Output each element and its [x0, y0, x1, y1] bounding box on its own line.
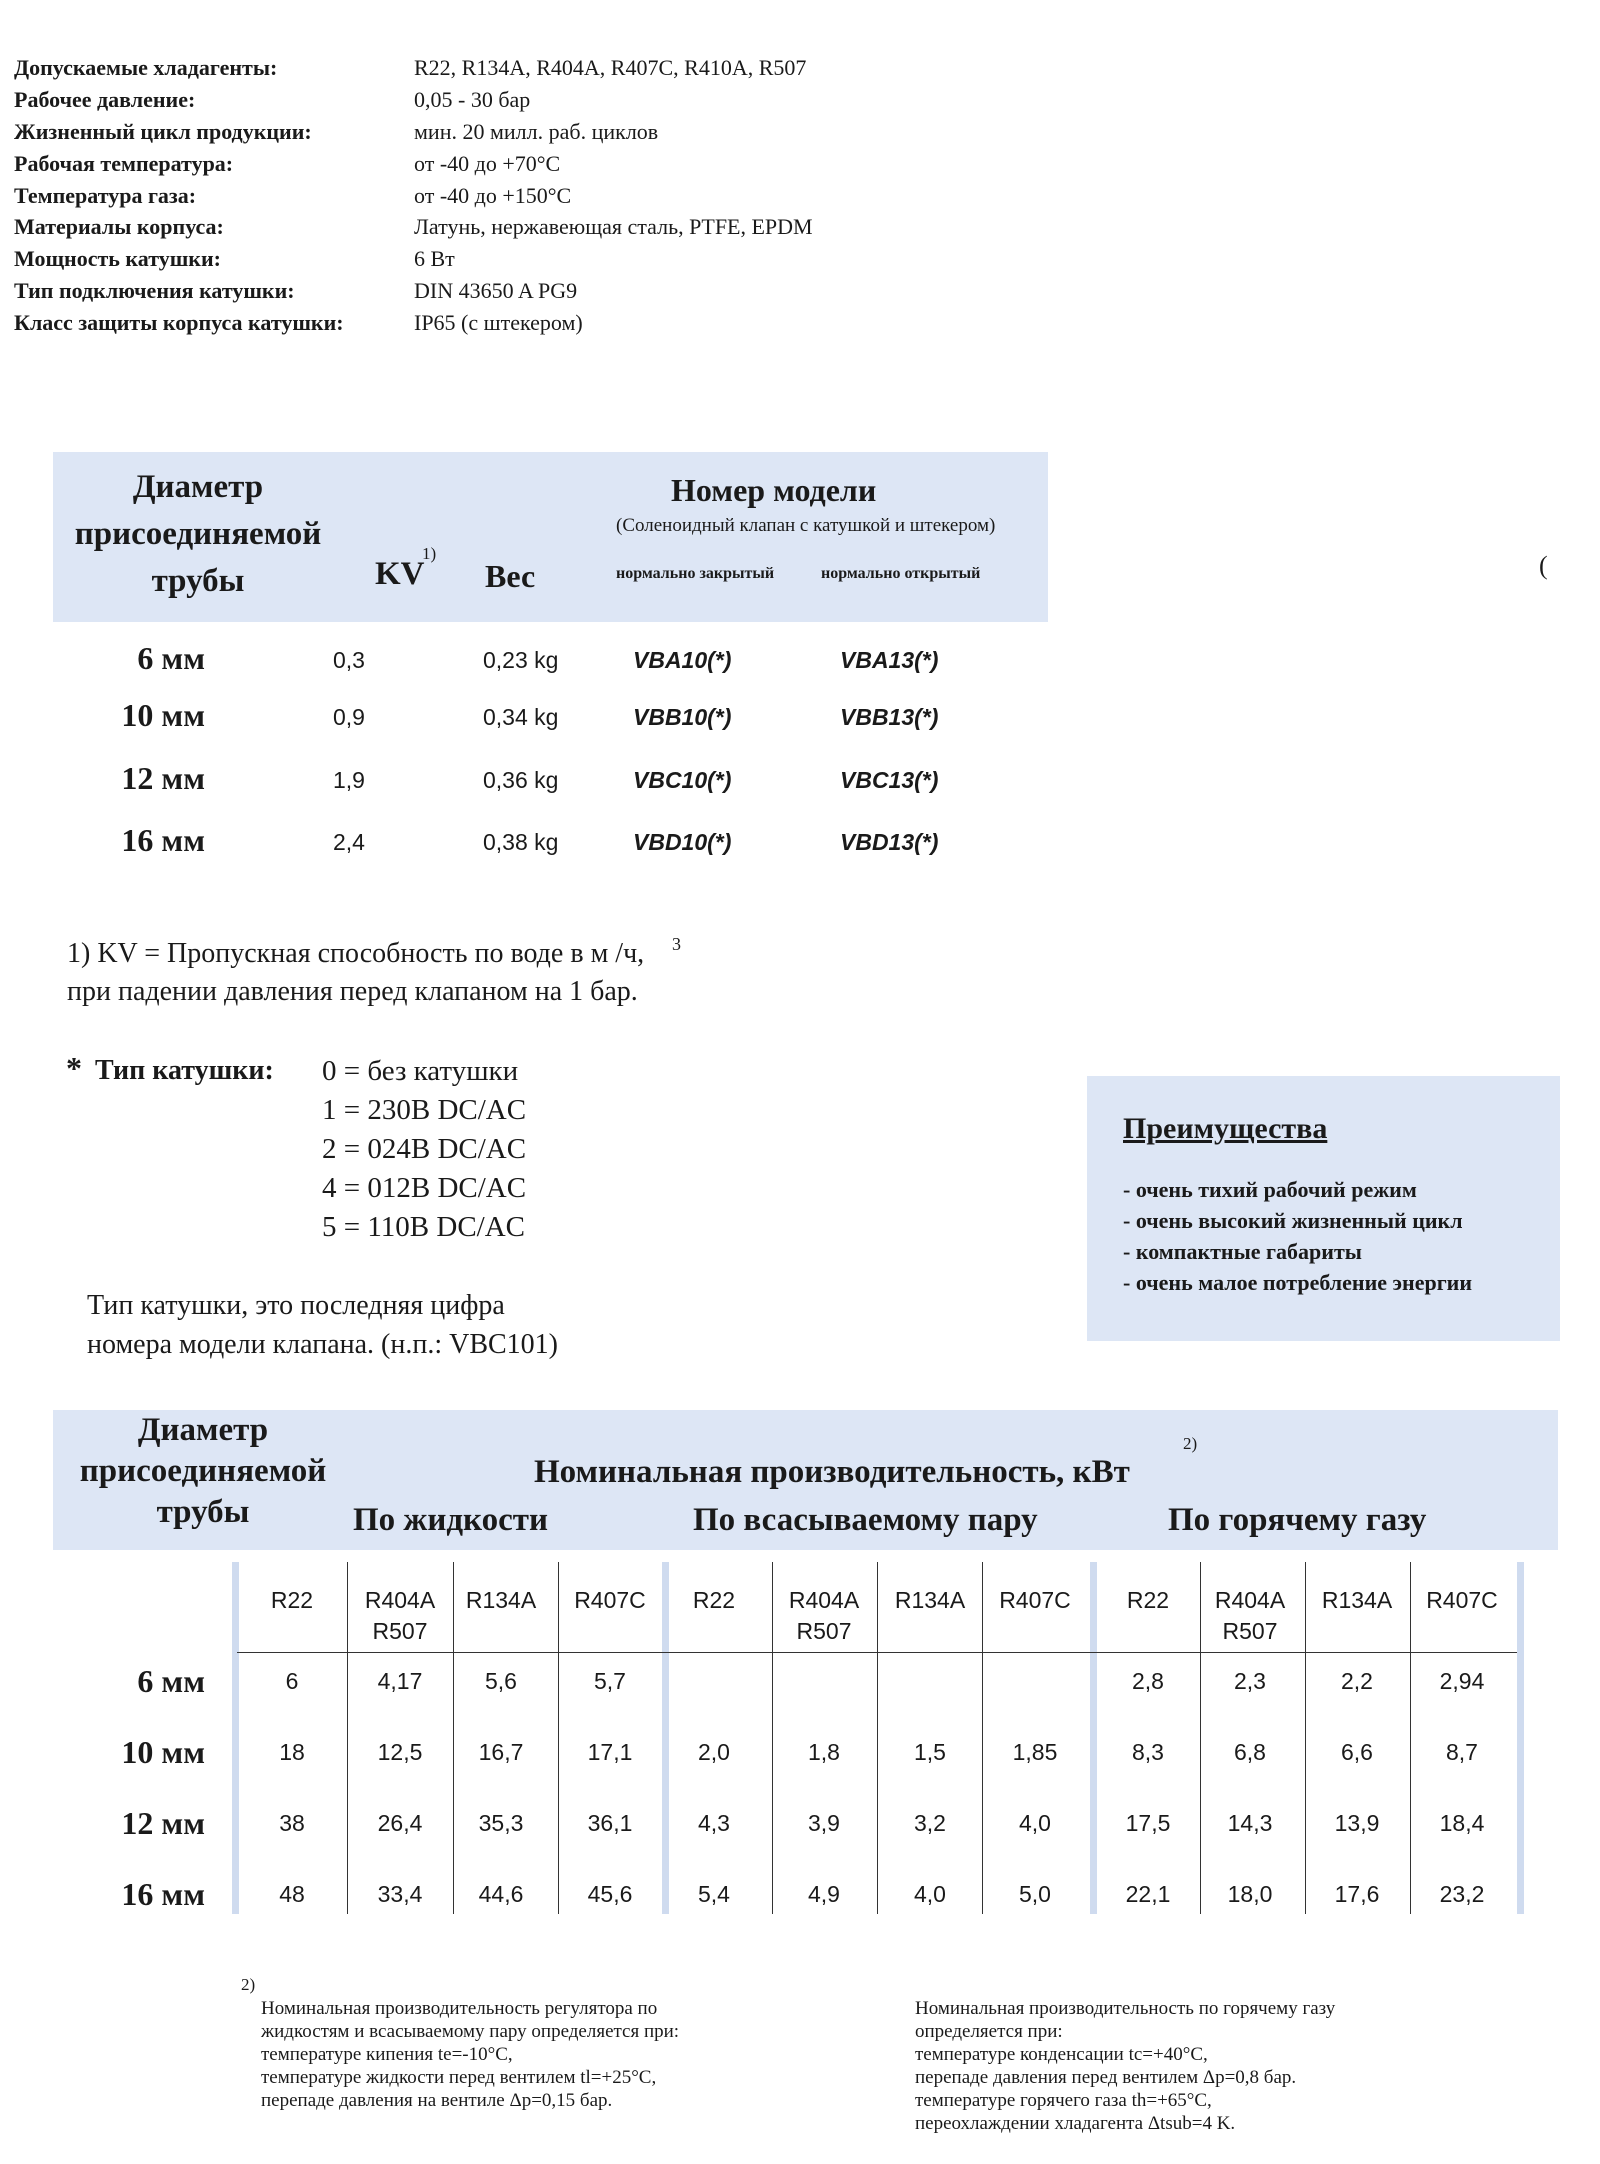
column-head: R404A R507	[788, 1587, 860, 1644]
capacity-cell: 8,7	[1446, 1739, 1478, 1765]
kv-cell: 0,9	[333, 704, 365, 730]
capacity-cell: 4,3	[698, 1810, 730, 1836]
capacity-cell: 36,1	[587, 1810, 633, 1836]
diameter-cell: 12 мм	[121, 760, 205, 796]
weight-cell: 0,38 kg	[483, 829, 559, 855]
weight-header: Вес	[485, 558, 536, 594]
spec-value: от -40 до +70°C	[414, 151, 561, 176]
capacity-cell: 2,94	[1439, 1668, 1485, 1694]
diameter-header: Диаметр присоединяемой трубы	[79, 1412, 327, 1530]
capacity-cell: 33,4	[377, 1881, 423, 1907]
spec-label: Рабочее давление:	[14, 87, 196, 112]
model-header: Номер модели	[671, 472, 877, 508]
spec-label: Класс защиты корпуса катушки:	[14, 310, 344, 335]
advantage-item: - компактные габариты	[1123, 1239, 1362, 1264]
coil-option: 2 = 024B DC/AC	[322, 1133, 527, 1165]
capacity-cell: 5,6	[485, 1668, 517, 1694]
coil-note: Тип катушки, это последняя цифра номера модели клапана. (н.п.: VBC101)	[87, 1290, 558, 1360]
group-suction-vapor: По всасываемому пару	[693, 1502, 1038, 1538]
table-row	[0, 822, 1100, 872]
model-no-cell: VBB13(*)	[840, 704, 939, 730]
capacity-cell: 6,8	[1234, 1739, 1266, 1765]
table-row	[0, 697, 1100, 747]
weight-cell: 0,34 kg	[483, 704, 559, 730]
diameter-header: Диаметр присоединяемой трубы	[74, 469, 322, 599]
column-head: R22	[692, 1587, 736, 1613]
capacity-cell: 5,0	[1019, 1881, 1051, 1907]
group-band	[1517, 1562, 1524, 1914]
kv-note	[67, 934, 681, 1011]
group-hot-gas: По горячему газу	[1168, 1502, 1427, 1538]
column-head: R407C	[1426, 1587, 1498, 1613]
capacity-cell: 5,7	[594, 1668, 626, 1694]
capacity-cell: 18	[279, 1739, 305, 1765]
capacity-cell: 2,0	[698, 1739, 730, 1765]
capacity-cell: 4,0	[1019, 1810, 1051, 1836]
capacity-cell: 38	[279, 1810, 305, 1836]
spec-value: мин. 20 милл. раб. циклов	[414, 119, 659, 144]
model-no-cell: VBD13(*)	[840, 829, 939, 855]
capacity-cell: 6,6	[1341, 1739, 1373, 1765]
capacity-cell: 1,5	[914, 1739, 946, 1765]
column-head: R404A R507	[1214, 1587, 1286, 1644]
model-nc-cell: VBA10(*)	[633, 647, 732, 673]
edge-mark: (	[1539, 551, 1548, 580]
capacity-cell: 44,6	[478, 1881, 524, 1907]
asterisk-marker: *	[66, 1050, 82, 1086]
advantages-box	[1087, 1076, 1560, 1341]
capacity-cell: 2,2	[1341, 1668, 1373, 1694]
capacity-cell: 48	[279, 1881, 305, 1907]
spec-label: Жизненный цикл продукции:	[14, 119, 312, 144]
spec-value: DIN 43650 A PG9	[414, 278, 578, 303]
capacity-title: Номинальная производительность, кВт	[534, 1454, 1130, 1490]
capacity-cell: 4,9	[808, 1881, 840, 1907]
spec-label: Температура газа:	[14, 183, 197, 208]
diameter-cell: 10 мм	[121, 697, 205, 733]
capacity-cell: 17,1	[587, 1739, 633, 1765]
capacity-cell: 6	[285, 1668, 299, 1694]
capacity-cell: 14,3	[1227, 1810, 1273, 1836]
spec-value: R22, R134A, R404A, R407C, R410A, R507	[414, 55, 807, 80]
normally-open-header: нормально открытый	[821, 565, 981, 582]
capacity-cell: 12,5	[377, 1739, 423, 1765]
spec-value: от -40 до +150°C	[414, 183, 572, 208]
model-table-header	[53, 452, 1048, 622]
column-head: R407C	[574, 1587, 646, 1613]
model-nc-cell: VBC10(*)	[633, 767, 732, 793]
spec-label: Тип подключения катушки:	[14, 278, 295, 303]
advantage-item: - очень тихий рабочий режим	[1123, 1177, 1417, 1202]
column-head: R22	[270, 1587, 314, 1613]
diameter-cell: 16 мм	[121, 822, 205, 858]
column-head: R134A	[894, 1587, 966, 1613]
diameter-cell: 10 мм	[121, 1734, 205, 1770]
kv-cell: 2,4	[333, 829, 365, 855]
capacity-cell: 13,9	[1334, 1810, 1380, 1836]
spec-value: 6 Вт	[414, 246, 455, 271]
capacity-table-header	[53, 1410, 1558, 1550]
model-no-cell: VBA13(*)	[840, 647, 939, 673]
kv-header: KV	[375, 556, 425, 592]
coil-type-label: Тип катушки:	[95, 1055, 274, 1086]
spec-label: Рабочая температура:	[14, 151, 234, 176]
model-nc-cell: VBB10(*)	[633, 704, 732, 730]
spec-value: Латунь, нержавеющая сталь, PTFE, EPDM	[414, 214, 813, 239]
weight-cell: 0,36 kg	[483, 767, 559, 793]
capacity-cell: 22,1	[1125, 1881, 1171, 1907]
column-head: R407C	[999, 1587, 1071, 1613]
footnote-marker: 2)	[241, 1975, 256, 1994]
column-head: R404A R507	[364, 1587, 436, 1644]
column-head: R134A	[465, 1587, 537, 1613]
spec-value: IP65 (с штекером)	[414, 310, 583, 335]
footnote-right: Номинальная производительность по горячему газу определяется при: температуре конденсации tc=+40°C, перепаде давления перед вентилем Δp=0,8 бар. температуре горячего газа th=+65°C, переохлаждении хладагента Δtsub=4 K.	[915, 1998, 1336, 2134]
group-liquid: По жидкости	[353, 1502, 549, 1538]
column-head: R22	[1126, 1587, 1170, 1613]
diameter-cell: 6 мм	[137, 640, 205, 676]
advantages-title: Преимущества	[1123, 1112, 1328, 1145]
capacity-cell: 3,2	[914, 1810, 946, 1836]
table-row	[0, 760, 1100, 810]
spec-value: 0,05 - 30 бар	[414, 87, 531, 112]
capacity-cell: 4,0	[914, 1881, 946, 1907]
capacity-cell: 18,4	[1439, 1810, 1485, 1836]
diameter-cell: 6 мм	[137, 1663, 205, 1699]
capacity-cell: 26,4	[377, 1810, 423, 1836]
model-subheader: (Соленоидный клапан с катушкой и штекером)	[616, 515, 996, 536]
spec-label: Мощность катушки:	[14, 246, 221, 271]
column-head: R134A	[1321, 1587, 1393, 1613]
capacity-cell: 1,8	[808, 1739, 840, 1765]
capacity-cell: 45,6	[587, 1881, 633, 1907]
kv-note-line: при падении давления перед клапаном на 1 бар.	[67, 976, 638, 1007]
diameter-cell: 16 мм	[121, 1876, 205, 1912]
kv-cell: 0,3	[333, 647, 365, 673]
capacity-cell: 8,3	[1132, 1739, 1164, 1765]
model-nc-cell: VBD10(*)	[633, 829, 732, 855]
kv-cell: 1,9	[333, 767, 365, 793]
capacity-cell: 5,4	[698, 1881, 730, 1907]
advantage-item: - очень малое потребление энергии	[1123, 1270, 1473, 1295]
normally-closed-header: нормально закрытый	[616, 565, 775, 582]
footnote-left: Номинальная производительность регулятора по жидкостям и всасываемому пару определяется при: температуре кипения te=-10°C, температуре жидкости перед вентилем tl=+25°C, перепаде давления на вентиле Δp=0,15 бар.	[261, 1998, 680, 2111]
advantage-item: - очень высокий жизненный цикл	[1123, 1208, 1463, 1233]
capacity-cell: 16,7	[478, 1739, 524, 1765]
capacity-cell: 35,3	[478, 1810, 524, 1836]
table-row	[0, 640, 1100, 690]
capacity-cell: 18,0	[1227, 1881, 1273, 1907]
kv-footnote-marker: 1)	[422, 544, 437, 563]
coil-option: 4 = 012B DC/AC	[322, 1172, 527, 1204]
coil-option: 0 = без катушки	[322, 1055, 519, 1087]
capacity-cell: 3,9	[808, 1810, 840, 1836]
capacity-cell: 17,5	[1125, 1810, 1171, 1836]
coil-option: 1 = 230B DC/AC	[322, 1094, 527, 1126]
capacity-cell: 2,3	[1234, 1668, 1266, 1694]
model-no-cell: VBC13(*)	[840, 767, 939, 793]
kv-note-line: 1) KV = Пропускная способность по воде в м /ч,	[67, 938, 645, 969]
spec-label: Допускаемые хладагенты:	[14, 55, 278, 80]
capacity-cell: 17,6	[1334, 1881, 1380, 1907]
spec-label: Материалы корпуса:	[14, 214, 224, 239]
kv-note-superscript: 3	[672, 934, 681, 954]
weight-cell: 0,23 kg	[483, 647, 559, 673]
capacity-footnote-marker: 2)	[1183, 1434, 1198, 1453]
capacity-cell: 1,85	[1012, 1739, 1058, 1765]
coil-option: 5 = 110B DC/AC	[322, 1211, 525, 1243]
capacity-cell: 2,8	[1132, 1668, 1164, 1694]
header-rule	[237, 1652, 1517, 1653]
diameter-cell: 12 мм	[121, 1805, 205, 1841]
capacity-cell: 23,2	[1439, 1881, 1485, 1907]
capacity-cell: 4,17	[377, 1668, 423, 1694]
